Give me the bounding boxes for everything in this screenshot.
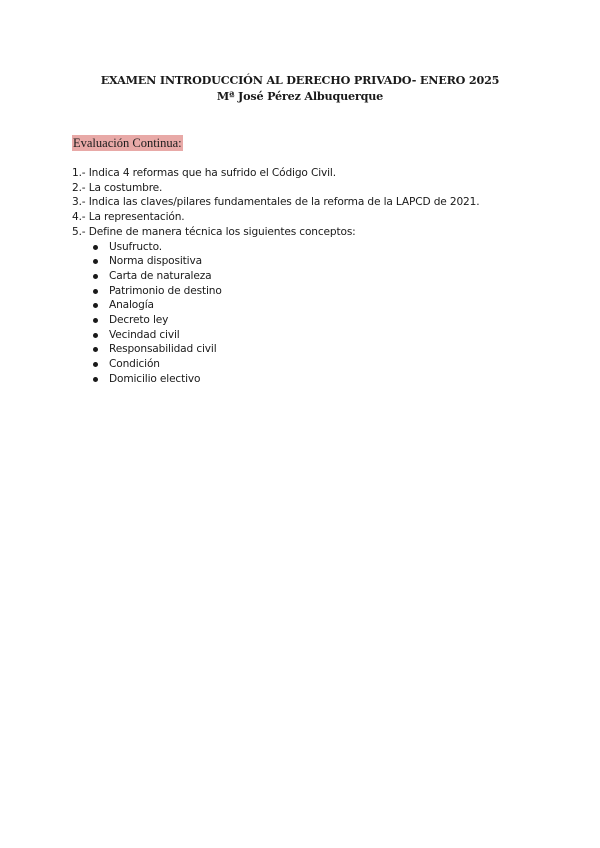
concept-label: Analogía <box>109 299 154 312</box>
list-item <box>72 357 572 372</box>
question-5: 5.- Define de manera técnica los siguientes conceptos: <box>72 225 356 238</box>
list-item <box>72 372 572 387</box>
concept-label: Domicilio electivo <box>109 372 201 385</box>
question-4: 4.- La representación. <box>72 211 185 224</box>
concept-label: Decreto ley <box>109 314 169 327</box>
questions-block <box>72 166 572 387</box>
list-item <box>72 298 572 313</box>
question-1: 1.- Indica 4 reformas que ha sufrido el Código Civil. <box>72 167 336 179</box>
concept-label: Carta de naturaleza <box>109 269 212 282</box>
bullet-icon <box>93 347 98 352</box>
bullet-icon <box>93 362 98 367</box>
concept-label: Responsabilidad civil <box>109 343 217 356</box>
list-item <box>72 328 572 343</box>
bullet-icon <box>93 377 98 382</box>
question-3: 3.- Indica las claves/pilares fundamentales de la reforma de la LAPCD de 2021. <box>72 196 480 209</box>
list-item <box>72 284 572 299</box>
list-item <box>72 269 572 284</box>
exam-title: EXAMEN INTRODUCCIÓN AL DERECHO PRIVADO- ENERO 2025 <box>100 73 500 87</box>
exam-author: Mª José Pérez Albuquerque <box>216 89 384 103</box>
bullet-icon <box>93 274 98 279</box>
concept-label: Patrimonio de destino <box>109 284 222 297</box>
question-2: 2.- La costumbre. <box>72 181 163 194</box>
bullet-icon <box>93 289 98 294</box>
bullet-icon <box>93 245 98 250</box>
list-item <box>72 240 572 255</box>
concept-label: Vecindad civil <box>109 328 180 341</box>
exam-header <box>0 72 600 104</box>
list-item <box>72 342 572 357</box>
section-label-evaluacion-continua: Evaluación Continua: <box>73 136 182 150</box>
bullet-icon <box>93 303 98 308</box>
bullet-icon <box>93 318 98 323</box>
concepts-list <box>72 240 572 387</box>
concept-label: Usufructo. <box>109 240 162 253</box>
concept-label: Condición <box>109 358 160 371</box>
bullet-icon <box>93 333 98 338</box>
list-item <box>72 313 572 328</box>
list-item <box>72 254 572 269</box>
concept-label: Norma dispositiva <box>109 255 202 268</box>
bullet-icon <box>93 259 98 264</box>
